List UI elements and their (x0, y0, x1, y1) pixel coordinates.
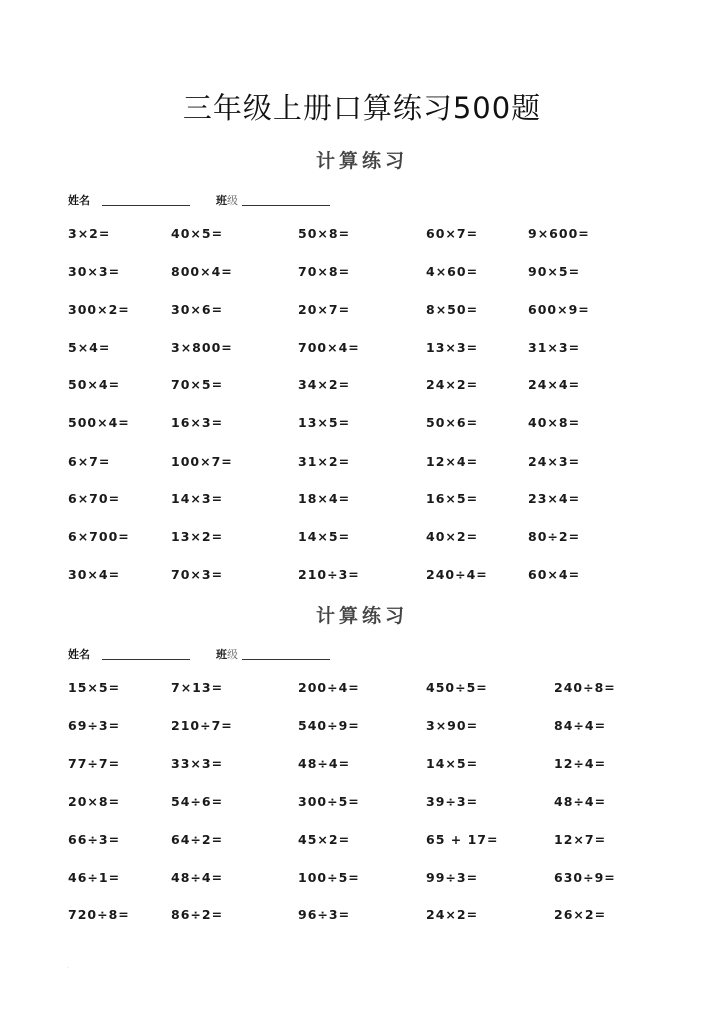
problem-item: 4×60= (426, 264, 479, 279)
problem-item: 300×2= (68, 302, 130, 317)
problem-item: 14×3= (171, 491, 224, 506)
problem-item: 60×7= (426, 226, 479, 241)
problem-item: 16×3= (171, 415, 224, 430)
problem-item: 5×4= (68, 340, 111, 355)
problem-item: 30×4= (68, 567, 121, 582)
problem-item: 540÷9= (298, 718, 360, 733)
problem-item: 300÷5= (298, 794, 360, 809)
problem-item: 20×7= (298, 302, 351, 317)
problem-item: 50×6= (426, 415, 479, 430)
problem-item: 450÷5= (426, 680, 488, 695)
problem-item: 6×70= (68, 491, 121, 506)
footer-mark: . (67, 963, 69, 970)
problem-item: 33×3= (171, 756, 224, 771)
problem-item: 7×13= (171, 680, 224, 695)
problem-item: 18×4= (298, 491, 351, 506)
problem-item: 96÷3= (298, 907, 351, 922)
problem-item: 100×7= (171, 454, 233, 469)
problem-item: 15×5= (68, 680, 121, 695)
problem-item: 16×5= (426, 491, 479, 506)
problem-item: 70×8= (298, 264, 351, 279)
problem-item: 66÷3= (68, 832, 121, 847)
problem-item: 48÷4= (554, 794, 607, 809)
problem-item: 70×3= (171, 567, 224, 582)
problem-item: 40×2= (426, 529, 479, 544)
problem-item: 500×4= (68, 415, 130, 430)
problem-item: 31×3= (528, 340, 581, 355)
problem-item: 12×4= (426, 454, 479, 469)
problem-item: 69÷3= (68, 718, 121, 733)
problem-item: 46÷1= (68, 870, 121, 885)
name-answer-line[interactable] (102, 659, 190, 660)
problem-item: 39÷3= (426, 794, 479, 809)
problem-item: 26×2= (554, 907, 607, 922)
problem-item: 9×600= (528, 226, 590, 241)
section-2-heading: 计算练习 (315, 605, 408, 627)
page-title: 三年级上册口算练习500题 (182, 91, 542, 125)
class-answer-line[interactable] (242, 205, 330, 206)
problem-item: 60×4= (528, 567, 581, 582)
problem-item: 31×2= (298, 454, 351, 469)
problem-item: 14×5= (426, 756, 479, 771)
problem-item: 86÷2= (171, 907, 224, 922)
problem-item: 630÷9= (554, 870, 616, 885)
problem-item: 8×50= (426, 302, 479, 317)
problem-item: 600×9= (528, 302, 590, 317)
problem-item: 14×5= (298, 529, 351, 544)
problem-item: 64÷2= (171, 832, 224, 847)
problem-item: 200÷4= (298, 680, 360, 695)
class-label: 班级 (216, 194, 238, 207)
problem-item: 24×2= (426, 907, 479, 922)
problem-item: 3×2= (68, 226, 111, 241)
problem-item: 240÷8= (554, 680, 616, 695)
problem-item: 13×2= (171, 529, 224, 544)
problem-item: 70×5= (171, 377, 224, 392)
class-label: 班级 (216, 648, 238, 661)
problem-item: 6×7= (68, 454, 111, 469)
problem-item: 80÷2= (528, 529, 581, 544)
problem-item: 54÷6= (171, 794, 224, 809)
problem-item: 13×5= (298, 415, 351, 430)
problem-item: 20×8= (68, 794, 121, 809)
problem-item: 90×5= (528, 264, 581, 279)
problem-item: 240÷4= (426, 567, 488, 582)
problem-item: 50×8= (298, 226, 351, 241)
problem-item: 99÷3= (426, 870, 479, 885)
problem-item: 3×90= (426, 718, 479, 733)
problem-item: 24×3= (528, 454, 581, 469)
problem-item: 48÷4= (298, 756, 351, 771)
problem-item: 24×4= (528, 377, 581, 392)
problem-item: 30×6= (171, 302, 224, 317)
section-1-heading: 计算练习 (315, 150, 408, 172)
problem-item: 12÷4= (554, 756, 607, 771)
problem-item: 210÷7= (171, 718, 233, 733)
class-answer-line[interactable] (242, 659, 330, 660)
problem-item: 720÷8= (68, 907, 130, 922)
problem-item: 3×800= (171, 340, 233, 355)
name-label: 姓名 (68, 194, 90, 207)
problem-item: 40×8= (528, 415, 581, 430)
problem-item: 84÷4= (554, 718, 607, 733)
problem-item: 800×4= (171, 264, 233, 279)
problem-item: 24×2= (426, 377, 479, 392)
problem-item: 65 + 17= (426, 832, 499, 847)
problem-item: 40×5= (171, 226, 224, 241)
name-label: 姓名 (68, 648, 90, 661)
problem-item: 48÷4= (171, 870, 224, 885)
problem-item: 77÷7= (68, 756, 121, 771)
problem-item: 34×2= (298, 377, 351, 392)
name-answer-line[interactable] (102, 205, 190, 206)
problem-item: 30×3= (68, 264, 121, 279)
problem-item: 23×4= (528, 491, 581, 506)
problem-item: 12×7= (554, 832, 607, 847)
problem-item: 50×4= (68, 377, 121, 392)
problem-item: 45×2= (298, 832, 351, 847)
problem-item: 700×4= (298, 340, 360, 355)
problem-item: 13×3= (426, 340, 479, 355)
problem-item: 6×700= (68, 529, 130, 544)
problem-item: 100÷5= (298, 870, 360, 885)
problem-item: 210÷3= (298, 567, 360, 582)
